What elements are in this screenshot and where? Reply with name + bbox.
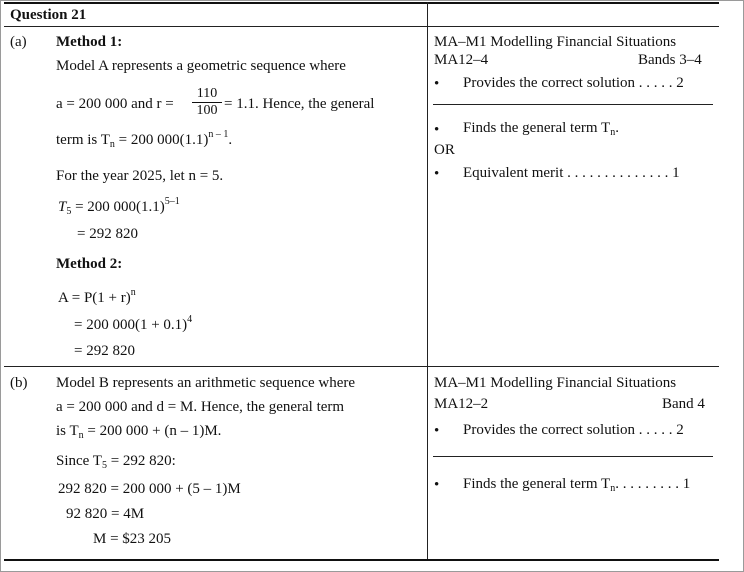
column-divider: [427, 2, 428, 559]
bullet-icon: •: [434, 477, 440, 493]
fraction-denominator: 100: [196, 103, 218, 118]
part-a-code: MA12–4: [434, 52, 489, 68]
method2-title: Method 2:: [56, 256, 123, 272]
part-b-code: MA12–2: [434, 396, 489, 412]
part-a-criterion-correct: Provides the correct solution . . . . . 2: [463, 75, 684, 91]
part-a-label: (a): [10, 34, 27, 50]
compound-interest-result: = 292 820: [74, 343, 135, 359]
method1-title: Method 1:: [56, 34, 123, 50]
method1-ratio-result: = 1.1. Hence, the general: [224, 96, 375, 112]
part-a-criteria-rule: [433, 104, 713, 105]
row-divider-rule: [4, 366, 719, 367]
or-label: OR: [434, 142, 455, 158]
question-heading: Question 21: [10, 7, 87, 23]
t5-equation: $T_5 = 200$ $000(1.1)^{5-1}$: [58, 196, 180, 217]
arithmetic-result: M = $23 205: [93, 531, 172, 547]
part-a-bands: Bands 3–4: [638, 52, 702, 68]
part-b-line2: a = 200 000 and d = M. Hence, the general term: [56, 399, 345, 415]
arithmetic-simplified: 92 820 = 4M: [66, 506, 145, 522]
part-b-criteria-rule: [433, 456, 713, 457]
header-rule: [4, 26, 719, 27]
bullet-icon: •: [434, 76, 440, 92]
general-term-geometric: term is $T_n = 200$ $000(1.1)^{n - 1}$.: [56, 129, 233, 150]
table-bottom-rule: [4, 559, 719, 561]
compound-interest-substitution: = 200 $000(1 + 0.1)^4$: [74, 314, 193, 333]
part-b-criterion-general-term: Finds the general term $T_n$. . . . . . . . . 1: [463, 476, 691, 494]
part-b-band: Band 4: [662, 396, 705, 412]
method1-a-equation: a = 200 000 and r =: [56, 96, 174, 112]
part-b-label: (b): [10, 375, 28, 391]
part-a-outcome: MA–M1 Modelling Financial Situations: [434, 34, 677, 50]
part-a-criterion-equivalent: Equivalent merit . . . . . . . . . . . . . . 1: [463, 165, 680, 181]
year-2025-line: For the year 2025, let n = 5.: [56, 168, 224, 184]
bullet-icon: •: [434, 122, 440, 138]
table-top-rule: [4, 2, 719, 4]
general-term-arithmetic: is $T_n = 200$ 000 + (n – 1)M.: [56, 423, 222, 441]
ratio-fraction: [192, 86, 222, 119]
bullet-icon: •: [434, 423, 440, 439]
t5-result: = 292 820: [77, 226, 138, 242]
part-b-criterion-correct: Provides the correct solution . . . . . 2: [463, 422, 684, 438]
part-a-criterion-general-term: Finds the general term $T_n$.: [463, 120, 619, 138]
fraction-numerator: 110: [192, 86, 222, 103]
bullet-icon: •: [434, 166, 440, 182]
part-b-line1: Model B represents an arithmetic sequence where: [56, 375, 356, 391]
part-b-outcome: MA–M1 Modelling Financial Situations: [434, 375, 677, 391]
method1-line1: Model A represents a geometric sequence where: [56, 58, 346, 74]
since-t5-line: Since $T_5 = 292$ 820:: [56, 453, 176, 471]
compound-interest-formula: $A = P(1 + r)^n$: [58, 287, 136, 306]
arithmetic-substitution: 292 820 = 200 000 + (5 – 1)M: [58, 481, 241, 497]
